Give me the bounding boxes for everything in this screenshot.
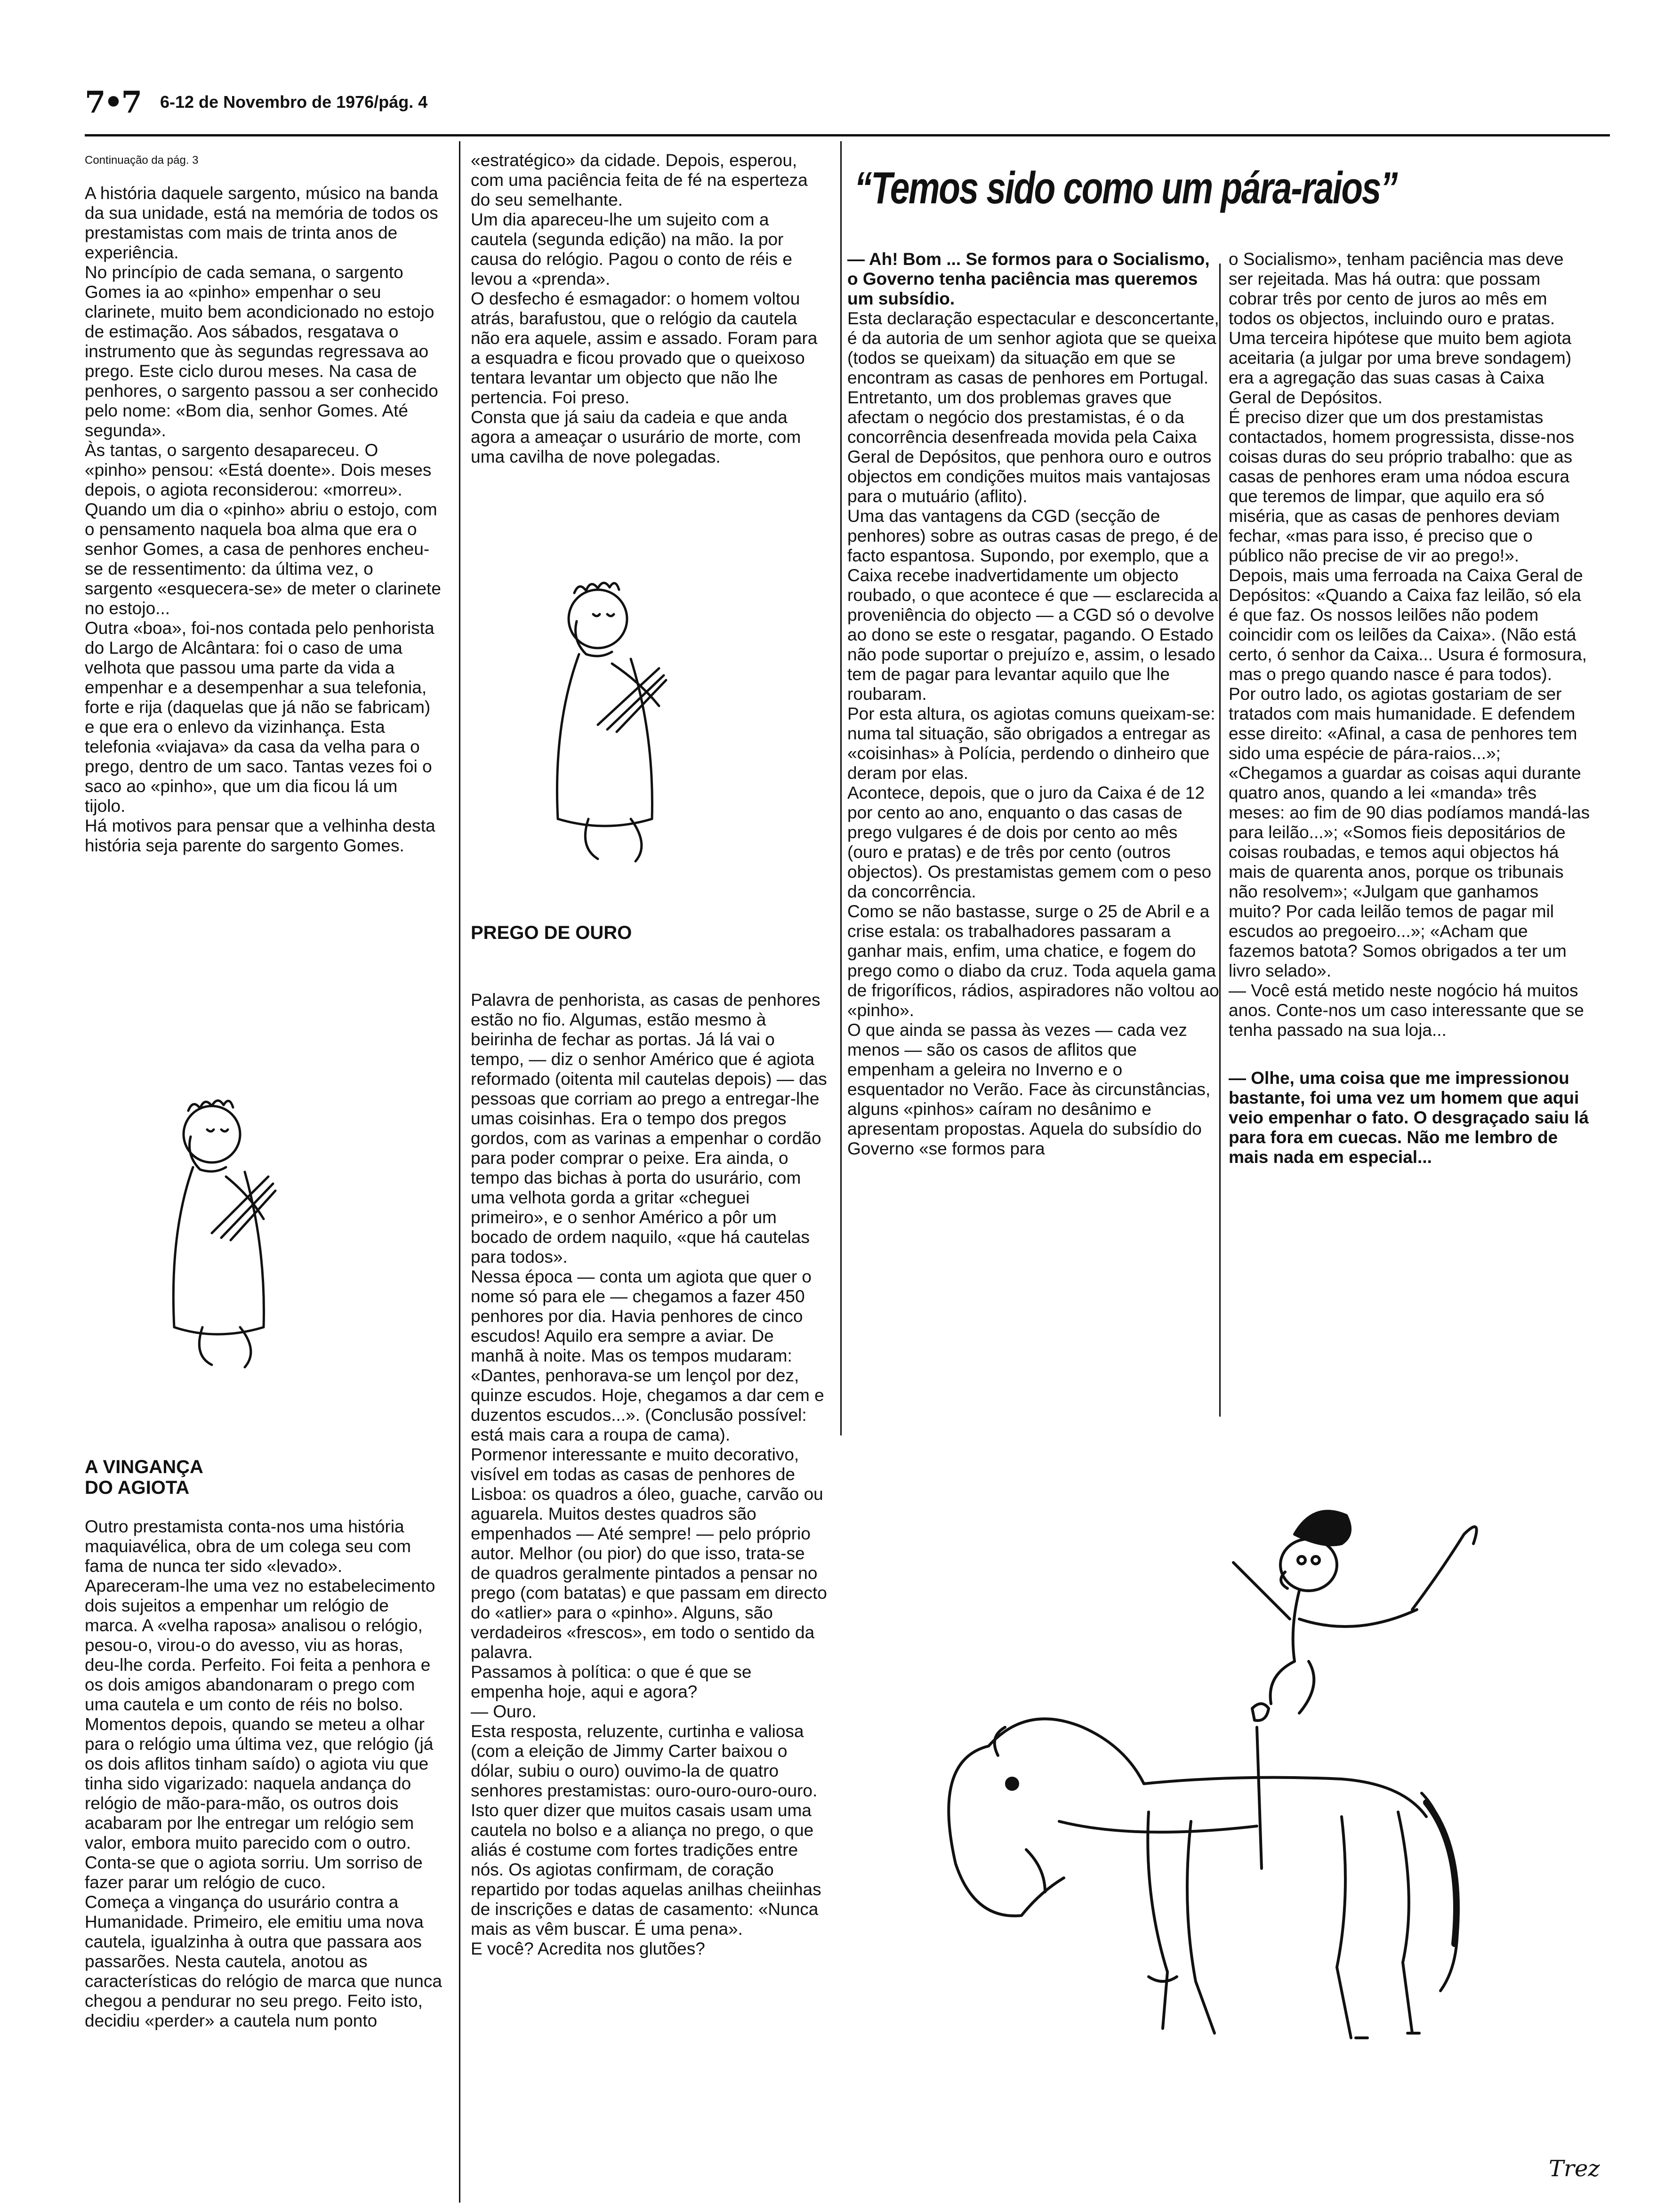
paragraph: Esta declaração espectacular e desconcertante, é da autoria de um senhor agiota que se queixa (todos se queixam) da situação em que se encontram as casas de penhores em Portugal. [847,309,1219,387]
column-2-lower [471,922,828,1959]
paragraph: Às tantas, o sargento desapareceu. O «pinho» pensou: «Está doente». Dois meses depois, o agiota reconsiderou: «morreu». Quando um dia o «pinho» abriu o estojo, com o pensamento naquela boa alma que era o senhor Gomes, a casa de penhores encheu-se de ressentimento: da última vez, o sargento «esquecera-se» de meter o clarinete no estojo... [85,441,441,618]
article-headline: “Temos sido como um pára-raios” [854,163,1397,213]
paragraph: Conta-se que o agiota sorriu. Um sorriso de fazer parar um relógio de cuco. [85,1853,423,1892]
paragraph: A história daquele sargento, músico na banda da sua unidade, está na memória de todos os prestamistas com mais de trinta anos de experiência. [85,184,438,262]
paragraph: Outro prestamista conta-nos uma história maquiavélica, obra de um colega seu com fama de nunca ter sido «levado». [85,1517,411,1576]
paragraph: Por esta altura, os agiotas comuns queixam-se: numa tal situação, são obrigados a entregar as «coisinhas» à Polícia, perdendo o dinheiro que deram por elas. [847,704,1215,783]
paragraph: Uma das vantagens da CGD (secção de penhores) sobre as outras casas de prego, é de facto espantosa. Supondo, por exemplo, que a Caixa recebe inadvertidamente um objecto roubado, o que acontece é que — esclarecida a proveniência do objecto — a CGD só o devolve ao dono se este o resgatar, pagando. O Estado não pode suportar o prejuízo e, assim, o lesado tem de pagar para levantar aquilo que lhe roubaram. [847,506,1218,704]
subhead-vinganca: A VINGANÇA DO AGIOTA [85,1457,203,1498]
paragraph: O desfecho é esmagador: o homem voltou atrás, barafustou, que o relógio da cautela não era aquele, assim e assado. Foram para a esquadra e ficou provado que o queixoso tentara levantar um objecto que não lhe pertencia. Foi preso. [471,289,818,407]
column-3 [847,249,1219,1159]
column-divider [840,141,842,1435]
column-divider [459,141,460,2203]
paragraph: Começa a vingança do usurário contra a Humanidade. Primeiro, ele emitiu uma nova cautela, igualzinha à outra que passara aos passarões. Nesta cautela, anotou as características do relógio de marca que nunca chegou a pendurar no seu prego. Feito isto, decidiu «perder» a cautela num ponto [85,1892,442,2030]
paragraph: Momentos depois, quando se meteu a olhar para o relógio uma última vez, que relógio (já os dois aflitos tinham saído) o agiota viu que tinha sido vigarizado: naquela andança do relógio de mão-para-mão, os outros dois acabaram por lhe entregar um relógio sem valor, embora muito parecido com o outro. [85,1715,434,1852]
paragraph: Há motivos para pensar que a velhinha desta história seja parente do sargento Gomes. [85,816,435,855]
paragraph: — Você está metido neste nogócio há muitos anos. Conte-nos um caso interessante que se tenha passado na sua loja... [1229,981,1584,1040]
paragraph: Palavra de penhorista, as casas de penhores estão no fio. Algumas, estão mesmo à beirinha de fechar as portas. Já lá vai o tempo, — diz o senhor Américo que é agiota reformado (oitenta mil cautelas depois) — das pessoas que corriam ao prego a entregar-lhe umas coisinhas. Era o tempo dos pregos gordos, com as varinas a empenhar o cordão para poder comprar o peixe. Era ainda, o tempo das bichas à porta do usurário, com uma velhota gorda a gritar «cheguei primeiro», e o senhor Américo a pôr um bocado de ordem naquilo, «que há cautelas para todos». [471,990,827,1266]
masthead-rule [85,134,1610,136]
paragraph: o Socialismo», tenham paciência mas deve ser rejeitada. Mas há outra: que possam cobrar três por cento de juros ao mês em todos os objectos, incluindo ouro e pratas. Uma terceira hipótese que muito bem agiota aceitaria (a julgar por uma breve sondagem) era a agregação das suas casas à Caixa Geral de Depósitos. [1229,249,1572,407]
paragraph: Nessa época — conta um agiota que quer o nome só para ele — chegamos a fazer 450 penhores por dia. Havia penhores de cinco escudos! Aquilo era sempre a aviar. De manhã à noite. Mas os tempos mudaram: «Dantes, penhorava-se um lençol por dez, quinze escudos. Hoje, chegamos a dar cem e duzentos escudos...». (Conclusão possível: está mais cara a roupa de cama). [471,1267,824,1444]
paragraph: No princípio de cada semana, o sargento Gomes ia ao «pinho» empenhar o seu clarinete, muito bem acondicionado no estojo de estimação. Aos sábados, resgatava o instrumento que às segundas regressava ao prego. Este ciclo durou meses. Na casa de penhores, o sargento passou a ser conhecido pelo nome: «Bom dia, senhor Gomes. Até segunda». [85,263,438,440]
newspaper-logo: 7•7 [85,85,140,120]
continuation-note: Continuação da pág. 3 [85,154,199,167]
subhead-prego-de-ouro: PREGO DE OURO [471,922,632,943]
column-2 [471,151,828,467]
illustrator-signature: Trez [1549,2156,1600,2182]
paragraph: Esta resposta, reluzente, curtinha e valiosa (com a eleição de Jimmy Carter baixou o dólar, subiu o ouro) ouvimo-la de quatro senhores prestamistas: ouro-ouro-ouro-ouro. Isto quer dizer que muitos casais usam uma cautela no bolso e a aliança no prego, o que aliás é costume com fortes tradições entre nós. Os agiotas confirmam, de coração repartido por todas aquelas anilhas cheiinhas de inscrições e datas de casamento: «Nunca mais as vêm buscar. É uma pena». [471,1722,821,1939]
paragraph: Um dia apareceu-lhe um sujeito com a cautela (segunda edição) na mão. Ia por causa do relógio. Pagou o conto de réis e levou a «prenda». [471,210,792,289]
column-1 [85,151,442,856]
lady-with-clarinet-illustration [146,1092,306,1384]
paragraph: Pormenor interessante e muito decorativo, visível em todas as casas de penhores de Lisboa: os quadros a óleo, guache, carvão ou aguarela. Muitos destes quadros são empenhados — Até sempre! — pelo próprio autor. Melhor (ou pior) do que isso, trata-se de quadros geralmente pintados a pensar no prego (com batatas) e que passam em directo do «atlier» para o «pinho». Alguns, são verdadeiros «frescos», em todo o sentido da palavra. [471,1445,827,1662]
paragraph: Apareceram-lhe uma vez no estabelecimento dois sujeitos a empenhar um relógio de marca. A «velha raposa» analisou o relógio, pesou-o, virou-o do avesso, viu as horas, deu-lhe corda. Perfeito. Foi feita a penhora e os dois amigos abandonaram o prego com uma cautela e um conto de réis no bolso. [85,1576,435,1714]
paragraph: Passamos à política: o que é que se empenha hoje, aqui e agora? [471,1662,752,1701]
paragraph: Consta que já saiu da cadeia e que anda agora a ameaçar o usurário de morte, com uma cavilha de nove polegadas. [471,408,801,466]
column-4 [1229,249,1591,1167]
paragraph: E você? Acredita nos glutões? [471,1939,705,1958]
lady-with-clarinet-illustration [527,574,706,875]
dateline: 6-12 de Novembro de 1976/pág. 4 [160,92,428,112]
paragraph: Acontece, depois, que o juro da Caixa é de 12 por cento ao ano, enquanto o das casas de prego vulgares é de dois por cento ao mês (ouro e pratas) e de três por cento (outros objectos). Os prestamistas gemem com o peso da concorrência. [847,783,1212,901]
closing-quote: — Olhe, uma coisa que me impressionou bastante, foi uma vez um homem que aqui veio empenhar o fato. O desgraçado saiu lá para fora em cuecas. Não me lembro de mais nada em especial... [1229,1068,1589,1167]
lead-quote: — Ah! Bom ... Se formos para o Socialismo, o Governo tenha paciência mas queremos um subsídio. [847,249,1210,308]
paragraph: Depois, mais uma ferroada na Caixa Geral de Depósitos: «Quando a Caixa faz leilão, só ela é que faz. Os nossos leilões não podem coincidir com os leilões da Caixa». (Não está certo, ó senhor da Caixa... Usura é formosura, mas o prego quando nasce é para todos). [1229,566,1587,684]
paragraph: Outra «boa», foi-nos contada pelo penhorista do Largo de Alcântara: foi o caso de uma velhota que passou uma parte da vida a empenhar e a desempenhar a sua telefonia, forte e rija (daquelas que já não se fabricam) e que era o enlevo da vizinhança. Esta telefonia «viajava» da casa da velha para o prego, dentro de um saco. Tantas vezes foi o saco ao «pinho», que um dia ficou lá um tijolo. [85,618,434,816]
paragraph: É preciso dizer que um dos prestamistas contactados, homem progressista, disse-nos coisas duras do seu próprio trabalho: que as casas de penhores eram uma nódoa escura que teremos de limpar, que aquilo era só miséria, que as casas de penhores deviam fechar, «mas para isso, é preciso que o público não precise de vir ao prego!». [1229,408,1575,565]
man-falling-from-horse-illustration [871,1483,1553,2188]
masthead [85,85,1610,122]
column-1-lower [85,1457,442,2031]
paragraph: — Ouro. [471,1702,537,1721]
paragraph: Como se não bastasse, surge o 25 de Abril e a crise estala: os trabalhadores passaram a ganhar mais, enfim, uma chatice, e fogem do prego como o diabo da cruz. Toda aquela gama de frigoríficos, rádios, aspiradores não voltou ao «pinho». [847,902,1219,1020]
paragraph: Entretanto, um dos problemas graves que afectam o negócio dos prestamistas, é o da concorrência desenfreada movida pela Caixa Geral de Depósitos, que penhora ouro e outros objectos em condições muitos mais vantajosas para o mutuário (aflito). [847,388,1212,506]
column-divider [1219,264,1221,1417]
paragraph: O que ainda se passa às vezes — cada vez menos — são os casos de aflitos que empenham a geleira no Inverno e o esquentador no Verão. Face às circunstâncias, alguns «pinhos» caíram no desânimo e apresentam propostas. Aquela do subsídio do Governo «se formos para [847,1020,1211,1158]
paragraph: Por outro lado, os agiotas gostariam de ser tratados com mais humanidade. E defendem esse direito: «Afinal, a casa de penhores tem sido uma espécie de pára-raios...»; «Chegamos a guardar as coisas aqui durante quatro anos, quando a lei «manda» três meses: ao fim de 90 dias podíamos mandá-las para leilão...»; «Somos fieis depositários de coisas roubadas, e temos aqui objectos há mais de quarenta anos, porque os tribunais não resolvem»; «Julgam que ganhamos muito? Por cada leilão temos de pagar mil escudos ao pregoeiro...»; «Acham que fazemos batota? Somos obrigados a ter um livro selado». [1229,684,1590,980]
paragraph: «estratégico» da cidade. Depois, esperou, com uma paciência feita de fé na esperteza do seu semelhante. [471,151,808,209]
